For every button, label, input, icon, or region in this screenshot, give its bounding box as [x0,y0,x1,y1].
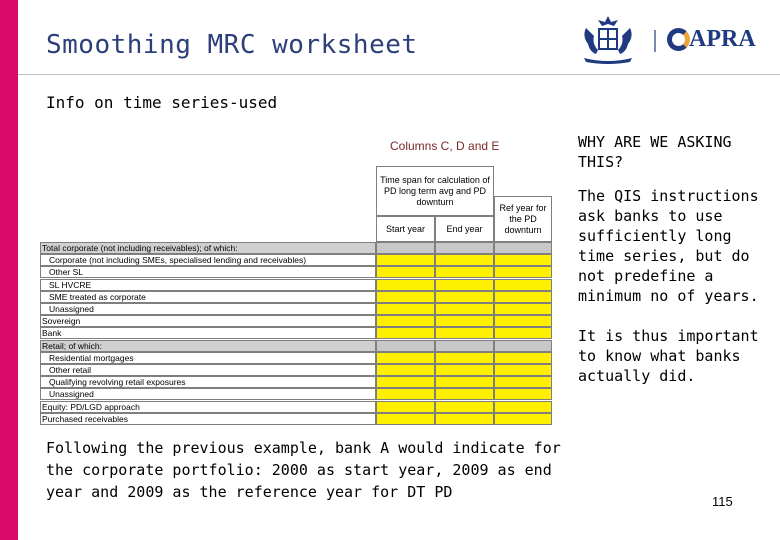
header-end-year: End year [435,216,494,242]
end-year-cell[interactable] [435,340,494,352]
end-year-cell[interactable] [435,254,494,266]
table-row-label: Other SL [40,266,376,278]
ref-year-cell[interactable] [494,303,552,315]
table-row-label: Residential mortgages [40,352,376,364]
table-row-label: Retail; of which: [40,340,376,352]
table-row-label: Unassigned [40,303,376,315]
header-rule [18,74,780,75]
side-heading: WHY ARE WE ASKING THIS? [578,133,732,171]
start-year-cell[interactable] [376,291,435,303]
ref-year-cell[interactable] [494,315,552,327]
start-year-cell[interactable] [376,413,435,425]
ref-year-cell[interactable] [494,401,552,413]
side-paragraph-1: The QIS instructions ask banks to use sufficiently long time series, but do not predefine a minimum no of years. [578,187,759,305]
table-row-label: Total corporate (not including receivables); of which: [40,242,376,254]
ref-year-cell[interactable] [494,340,552,352]
header-ref-year: Ref year for the PD downturn [494,196,552,242]
end-year-cell[interactable] [435,364,494,376]
page-title: Smoothing MRC worksheet [46,30,418,60]
ref-year-cell[interactable] [494,388,552,400]
end-year-cell[interactable] [435,352,494,364]
end-year-cell[interactable] [435,242,494,254]
header-time-span: Time span for calculation of PD long term avg and PD downturn [376,166,494,216]
table-row-label: Equity: PD/LGD approach [40,401,376,413]
end-year-cell[interactable] [435,279,494,291]
ref-year-cell[interactable] [494,266,552,278]
table-row-label: SME treated as corporate [40,291,376,303]
start-year-cell[interactable] [376,254,435,266]
columns-label: Columns C, D and E [390,139,500,153]
table-row-label: Purchased receivables [40,413,376,425]
ref-year-cell[interactable] [494,364,552,376]
side-paragraph-2: It is thus important to know what banks actually did. [578,327,759,385]
start-year-cell[interactable] [376,266,435,278]
start-year-cell[interactable] [376,315,435,327]
end-year-cell[interactable] [435,401,494,413]
start-year-cell[interactable] [376,340,435,352]
end-year-cell[interactable] [435,315,494,327]
end-year-cell[interactable] [435,303,494,315]
end-year-cell[interactable] [435,376,494,388]
end-year-cell[interactable] [435,327,494,339]
table-row-label: Sovereign [40,315,376,327]
end-year-cell[interactable] [435,413,494,425]
ref-year-cell[interactable] [494,279,552,291]
start-year-cell[interactable] [376,376,435,388]
start-year-cell[interactable] [376,303,435,315]
ref-year-cell[interactable] [494,242,552,254]
start-year-cell[interactable] [376,388,435,400]
table-row-label: Unassigned [40,388,376,400]
apra-logo-icon [667,28,690,51]
apra-logo-text: APRA [689,26,756,52]
coat-of-arms-icon [578,14,638,66]
ref-year-cell[interactable] [494,291,552,303]
table-row-label: Bank [40,327,376,339]
ref-year-cell[interactable] [494,376,552,388]
logo-divider [654,30,656,52]
start-year-cell[interactable] [376,327,435,339]
start-year-cell[interactable] [376,364,435,376]
end-year-cell[interactable] [435,388,494,400]
table-row-label: Other retail [40,364,376,376]
start-year-cell[interactable] [376,401,435,413]
ref-year-cell[interactable] [494,352,552,364]
subtitle: Info on time series-used [46,93,278,112]
table-row-label: Qualifying revolving retail exposures [40,376,376,388]
page-number: 115 [712,494,733,509]
header-start-year: Start year [376,216,435,242]
start-year-cell[interactable] [376,279,435,291]
start-year-cell[interactable] [376,242,435,254]
table-row-label: SL HVCRE [40,279,376,291]
table-row-label: Corporate (not including SMEs, specialised lending and receivables) [40,254,376,266]
accent-bar [0,0,18,540]
end-year-cell[interactable] [435,291,494,303]
ref-year-cell[interactable] [494,254,552,266]
start-year-cell[interactable] [376,352,435,364]
example-text: Following the previous example, bank A would indicate for the corporate portfolio: 2000 as start year, 2009 as end year and 2009 as the reference year for DT PD [46,439,561,501]
ref-year-cell[interactable] [494,413,552,425]
end-year-cell[interactable] [435,266,494,278]
ref-year-cell[interactable] [494,327,552,339]
